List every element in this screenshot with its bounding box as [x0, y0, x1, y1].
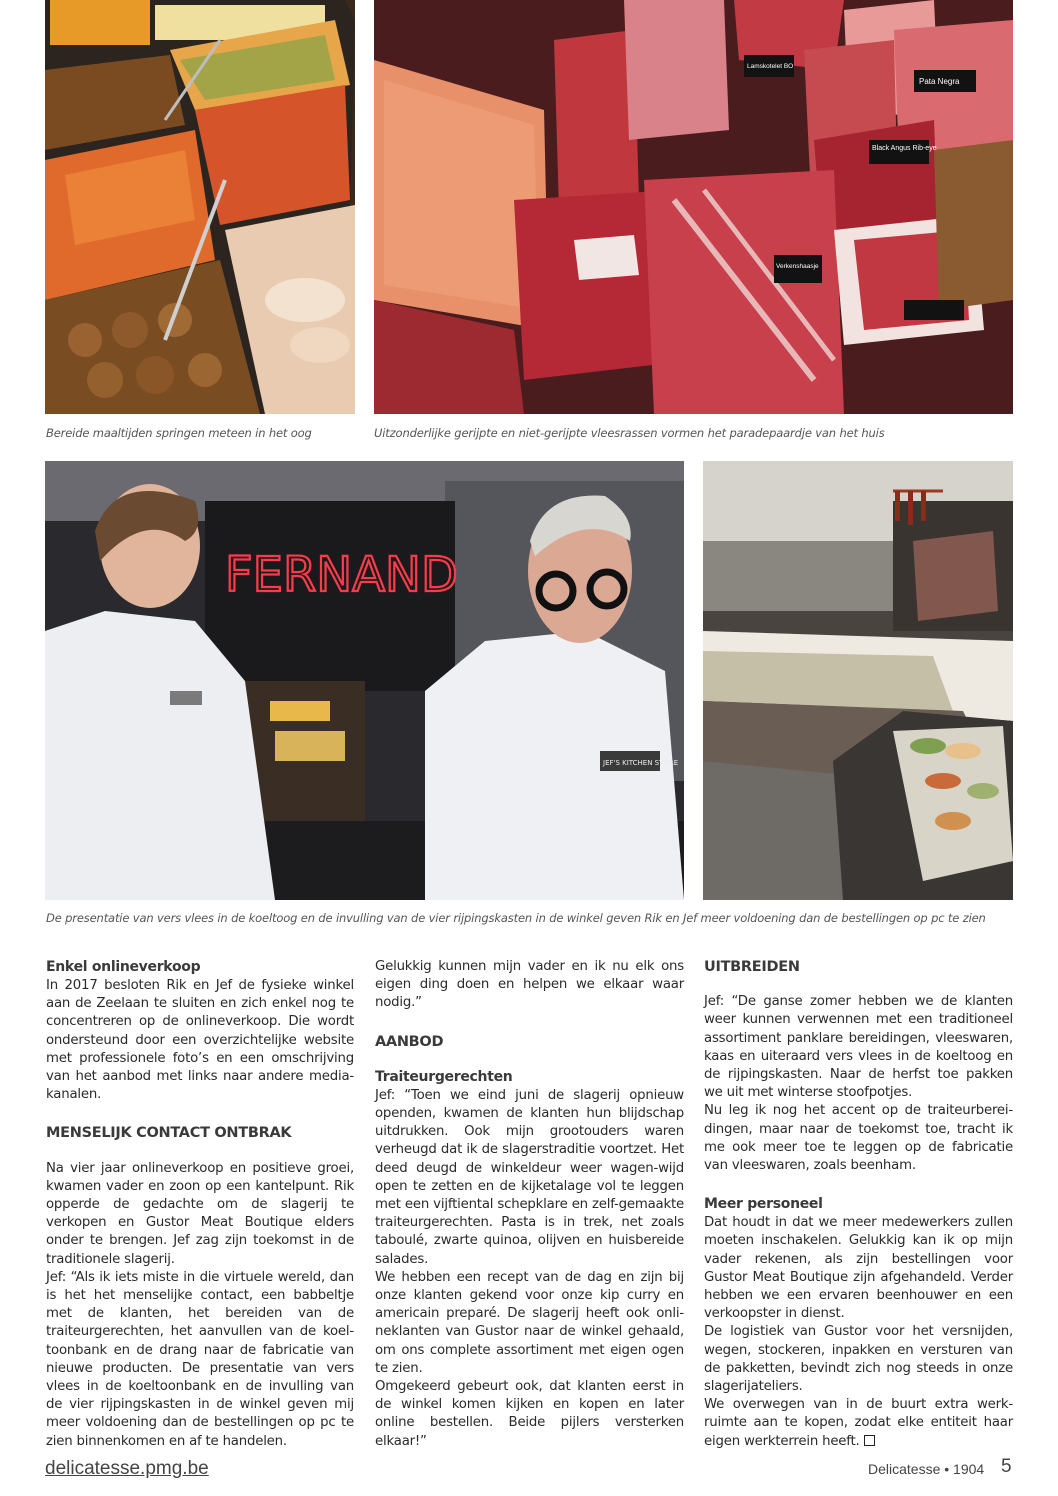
photo-caption: Uitzonderlijke gerijpte en niet-gerijpte vleesrassen vormen het paradepaardje van het huis [374, 426, 885, 440]
paragraph: We hebben een recept van de dag en zijn bij onze klanten gekend voor onze kip curry en americain preparé. De slagerij heeft ook onli-neklanten van Gustor naar de winkel gehaald, om ons complete assortiment met eigen ogen te zien. [375, 1269, 684, 1376]
paragraph: In 2017 besloten Rik en Jef de fysieke winkel aan de Zeelaan te sluiten en zich enkel nog te concentreren op de onlineverkoop. Die wordt ondersteund door een overzichtelijke website met professionele foto’s en een omschrijving van het aanbod met links naar andere media-kanalen. [46, 978, 354, 1103]
photo-caption: De presentatie van vers vlees in de koeltoog en de invulling van de vier rijpingskasten in de winkel geven Rik en Jef meer voldoening dan de bestellingen op pc te zien [46, 911, 986, 925]
paragraph: Jef: “Toen we eind juni de slagerij opnieuw openden, kwamen de klanten hun blijdschap uitdrukken. Ook mijn grootouders waren verheugd dat ik de slagerstraditie voortzet. Het deed deugd de winkeldeur weer wagen-wijd open te zetten en de kijketalage vol te leggen met een vijftiental schepklare en zelf-gemaakte traiteurgerechten. Pasta is in trek, net zoals taboulé, zwarte quinoa, olijven en huisbereide salades. [375, 1087, 684, 1267]
photo-caption: Bereide maaltijden springen meteen in het oog [46, 426, 312, 440]
owners-photo [45, 461, 684, 900]
section-heading: AANBOD [375, 1033, 444, 1050]
subheading: Meer personeel [704, 1196, 823, 1213]
price-tag-text: Black Angus Rib-eye [872, 145, 937, 152]
article-column-1 [46, 958, 354, 1451]
paragraph: De logistiek van Gustor voor het versnijden, wegen, stockeren, inpakken en versturen van de pakketten, bevindt zich nog steeds in onze slagerijateliers. [704, 1324, 1013, 1395]
paragraph: Jef: “Als ik iets miste in die virtuele wereld, dan is het het menselijke contact, een babbeltje met de klanten, het bereiden van de traiteurgerechten, het aanvullen van de koel-toonbank en de drang naar de fabricatie van nieuwe producten. De presentatie van vers vlees in de koeltoonbank en de invulling van de vier rijpingskasten in de winkel geven mij meer voldoening dan de bestellingen op pc te zien binnenkomen en af te handelen. [46, 1269, 354, 1449]
neon-sign-text: FERNAND [225, 547, 458, 603]
section-heading: MENSELIJK CONTACT ONTBRAK [46, 1125, 292, 1142]
subheading: Enkel onlineverkoop [46, 959, 201, 975]
shop-interior-photo [703, 461, 1013, 900]
page-number: 5 [1001, 1456, 1012, 1477]
end-of-article-icon [864, 1435, 875, 1446]
article-column-3 [704, 958, 1013, 1451]
paragraph: Nu leg ik nog het accent op de traiteurberei-dingen, maar naar de toekomst toe, tracht ik me ook meer toe te leggen op de fabricatie van vleeswaren, zoals beenham. [704, 1103, 1013, 1174]
paragraph: Dat houdt in dat we meer medewerkers zullen moeten inschakelen. Gelukkig kan ik op mijn vader rekenen, als zijn bestellingen voor Gustor Meat Boutique zijn afgehandeld. Verder hebben we een ervaren beenhouwer en een verkoopster in dienst. [704, 1215, 1013, 1322]
magazine-issue: Delicatesse • 1904 [868, 1461, 985, 1477]
section-heading: UITBREIDEN [704, 959, 800, 975]
website-link[interactable]: delicatesse.pmg.be [45, 1458, 209, 1479]
paragraph-text: We overwegen van in de buurt extra werk-ruimte aan te kopen, zodat elke entiteit haar eigen werkterrein heeft. [704, 1397, 1013, 1449]
paragraph: Omgekeerd gebeurt ook, dat klanten eerst in de winkel komen kijken en kopen en later online bestellen. Beide pijlers versterken elkaar!” [375, 1379, 684, 1449]
meat-display-photo [374, 0, 1013, 414]
subheading: Traiteurgerechten [375, 1068, 513, 1085]
price-tag-text: Verkenshaasje [776, 263, 819, 270]
article-column-2 [375, 958, 684, 1451]
paragraph: Na vier jaar onlineverkoop en positieve groei, kwamen vader en zoon op een kantelpunt. Rik opperde de gedachte om de slagerij te verkopen en Gustor Meat Boutique elders onder te brengen. Jef zag zijn toekomst in de traditionele slagerij. [46, 1160, 354, 1267]
paragraph: Jef: “De ganse zomer hebben we de klanten weer kunnen verwennen met een traditioneel assortiment panklare bereidingen, vleeswaren, kaas en uiteraard vers vlees in de koeltoog en de rijpingskasten. Naar de herfst toe pakken we uit met winterse stoofpotjes. [704, 994, 1013, 1101]
prepared-meals-photo [45, 0, 355, 414]
price-tag-text: Pata Negra [919, 77, 960, 86]
jacket-logo-text: JEF'S KITCHEN STORE [603, 759, 679, 767]
paragraph: Gelukkig kunnen mijn vader en ik nu elk ons eigen ding doen en helpen we elkaar waar nodig.” [375, 959, 684, 1011]
paragraph [704, 1396, 1013, 1451]
price-tag-text: Lamskotelet BO [747, 63, 794, 70]
